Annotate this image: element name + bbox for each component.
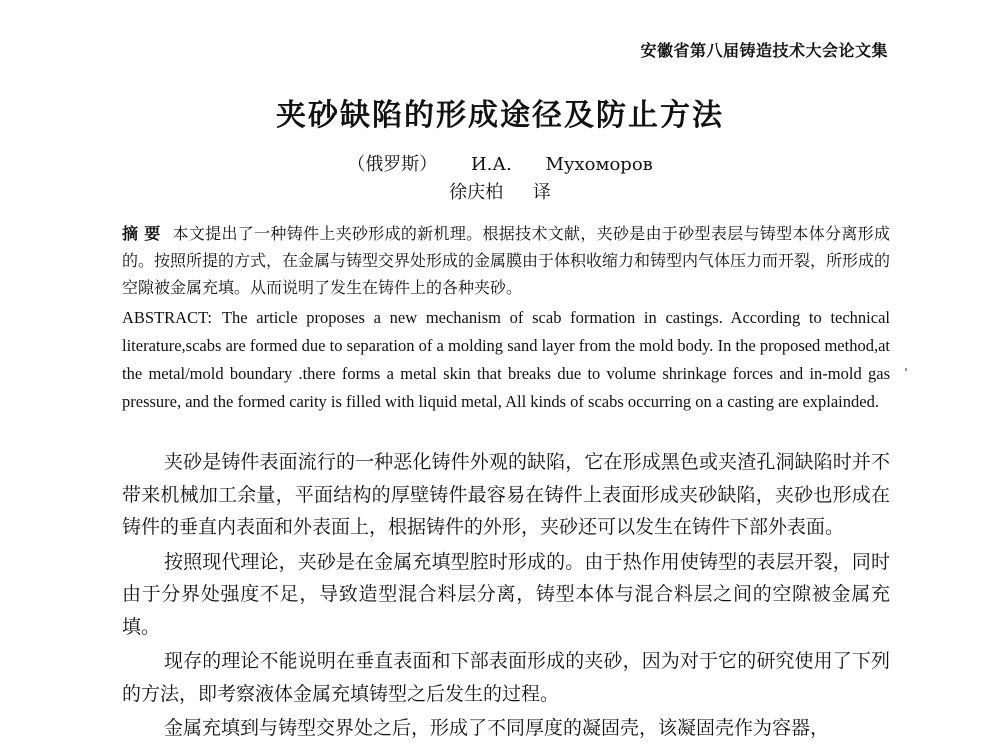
abstract-en-label: ABSTRACT: (122, 308, 212, 327)
scan-speck (905, 368, 907, 371)
translator-name: 徐庆柏 (449, 182, 504, 203)
abstract-cn-label: 摘 要 (122, 224, 161, 243)
translator-line (0, 178, 1000, 204)
body-paragraph: 金属充填到与铸型交界处之后，形成了不同厚度的凝固壳，该凝固壳作为容器， (164, 717, 830, 739)
running-header: 安徽省第八届铸造技术大会论文集 (640, 41, 888, 60)
abstract-chinese (122, 220, 890, 301)
author-country: （俄罗斯） (347, 154, 438, 175)
body-text (122, 446, 890, 747)
body-paragraph: 按照现代理论，夹砂是在金属充填型腔时形成的。由于热作用使铸型的表层开裂，同时由于分界处强度不足，导致造型混合料层分离，铸型本体与混合料层之间的空隙被金属充填。 (122, 550, 890, 638)
body-paragraph: 夹砂是铸件表面流行的一种恶化铸件外观的缺陷，它在形成黑色或夹渣孔洞缺陷时并不带来机械加工余量，平面结构的厚壁铸件最容易在铸件上表面形成夹砂缺陷，夹砂也形成在铸件的垂直内表面和外表面上，根据铸件的外形，夹砂还可以发生在铸件下部外表面。 (122, 451, 890, 538)
author-initials: И.А. (470, 154, 512, 175)
article-title: 夹砂缺陷的形成途径及防止方法 (276, 98, 724, 133)
author-surname: Мухоморов (545, 154, 653, 175)
abstract-en-text: The article proposes a new mechanism of scab formation in castings. According to technical literature,scabs are formed due to separation of a molding sand layer from the mold body. In the proposed method,at the metal/mold boundary .there forms a metal skin that breaks due to volume shrinkage forces and in-mold gas pressure, and the formed carity is filled with liquid metal, All kinds of scabs occurring on a casting are explainded. (122, 308, 890, 411)
abstract-cn-text: 本文提出了一种铸件上夹砂形成的新机理。根据技术文献，夹砂是由于砂型表层与铸型本体分离形成的。按照所提的方式，在金属与铸型交界处形成的金属膜由于体积收缩力和铸型内气体压力而开裂，所形成的空隙被金属充填。从而说明了发生在铸件上的各种夹砂。 (122, 224, 891, 297)
abstract-english (122, 304, 890, 416)
author-line (0, 150, 1000, 176)
translator-role: 译 (532, 182, 551, 203)
body-paragraph: 现存的理论不能说明在垂直表面和下部表面形成的夹砂，因为对于它的研究使用了下列的方法，即考察液体金属充填铸型之后发生的过程。 (122, 650, 890, 705)
